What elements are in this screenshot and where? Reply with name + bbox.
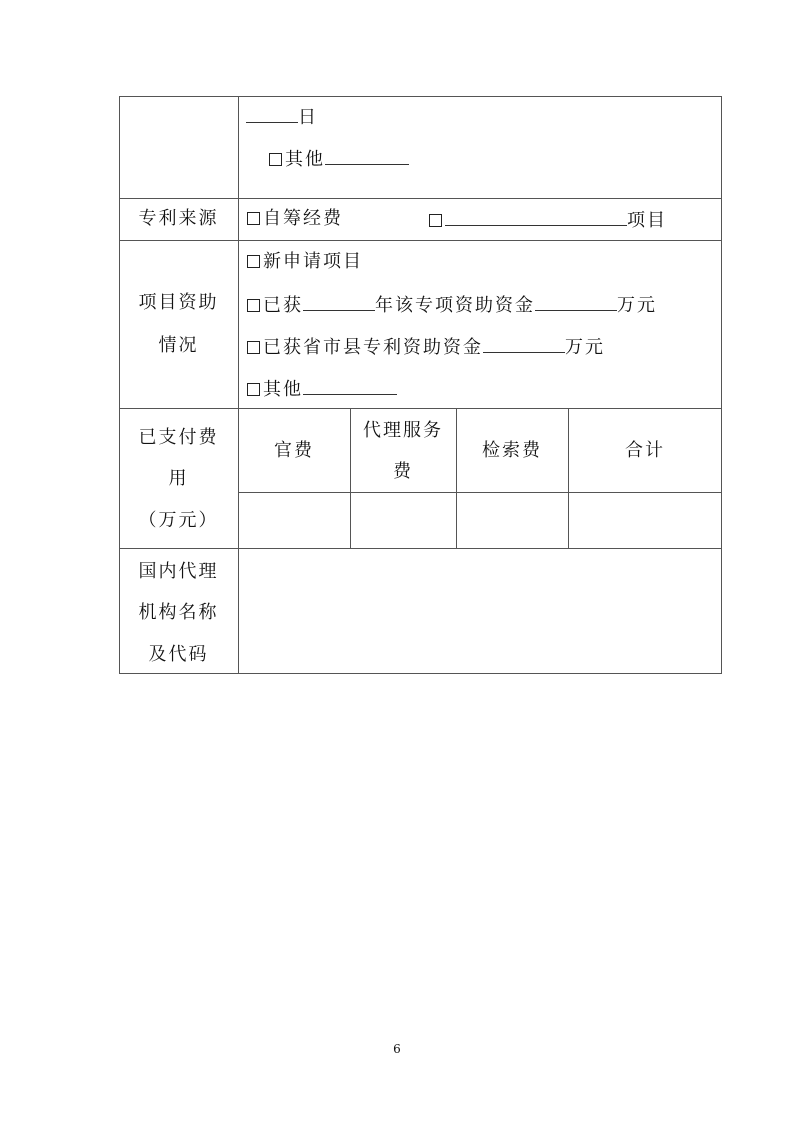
- col-official-fee: 官费: [274, 440, 314, 461]
- other-option: [269, 148, 409, 170]
- project-name-blank[interactable]: [445, 209, 627, 226]
- obtained-funding-option: [247, 294, 657, 316]
- new-application-label: 新申请项目: [263, 251, 363, 272]
- total-fee-input[interactable]: [569, 493, 721, 547]
- col-search-fee: 检索费: [482, 440, 542, 461]
- date-blank[interactable]: [246, 106, 298, 123]
- local-funding-option: [247, 336, 605, 358]
- other-blank[interactable]: [325, 148, 409, 165]
- new-application-checkbox[interactable]: [247, 255, 260, 268]
- date-suffix: 日: [298, 107, 318, 128]
- col-agency-fee-line1: 代理服务: [363, 420, 443, 441]
- obtained-prefix: 已获: [263, 295, 303, 316]
- project-source-checkbox[interactable]: [429, 214, 442, 227]
- obtained-mid: 年该专项资助资金: [375, 295, 535, 316]
- funding-other-checkbox[interactable]: [247, 383, 260, 396]
- obtained-unit: 万元: [617, 295, 657, 316]
- local-prefix: 已获省市县专利资助资金: [263, 337, 483, 358]
- funding-other-blank[interactable]: [303, 378, 397, 395]
- self-funded-label: 自筹经费: [263, 208, 343, 229]
- search-fee-input[interactable]: [457, 493, 567, 547]
- row-divider: [119, 240, 722, 241]
- row-divider: [119, 198, 722, 199]
- local-unit: 万元: [565, 337, 605, 358]
- self-funded-checkbox[interactable]: [247, 212, 260, 225]
- col-total: 合计: [625, 440, 665, 461]
- other-checkbox[interactable]: [269, 153, 282, 166]
- agency-fee-input[interactable]: [351, 493, 455, 547]
- funding-label-line1: 项目资助: [138, 292, 219, 313]
- funding-other-option: [247, 378, 397, 400]
- col-agency-fee-line2: 费: [393, 461, 413, 482]
- obtained-funding-checkbox[interactable]: [247, 299, 260, 312]
- project-suffix: 项目: [627, 210, 667, 231]
- funding-other-label: 其他: [263, 379, 303, 400]
- row-divider: [119, 408, 722, 409]
- agency-name-input[interactable]: [239, 549, 721, 673]
- paid-label-line2: 用: [168, 468, 189, 489]
- other-label: 其他: [285, 149, 325, 170]
- date-line: [246, 106, 318, 128]
- year-blank[interactable]: [303, 294, 375, 311]
- funding-label-line2: 情况: [158, 335, 199, 356]
- page-number: 6: [393, 1042, 401, 1056]
- local-amount-blank[interactable]: [483, 336, 565, 353]
- agency-label-line1: 国内代理: [138, 561, 219, 582]
- local-funding-checkbox[interactable]: [247, 341, 260, 354]
- agency-label-line3: 及代码: [148, 644, 209, 665]
- paid-label-line3: （万元）: [138, 510, 219, 531]
- self-funded-option: [247, 209, 343, 229]
- paid-label-line1: 已支付费: [138, 427, 219, 448]
- patent-source-label: 专利来源: [138, 208, 219, 229]
- agency-label-line2: 机构名称: [138, 602, 219, 623]
- amount-blank[interactable]: [535, 294, 617, 311]
- new-application-option: [247, 252, 363, 272]
- official-fee-input[interactable]: [239, 493, 349, 547]
- project-source-option: [429, 209, 667, 231]
